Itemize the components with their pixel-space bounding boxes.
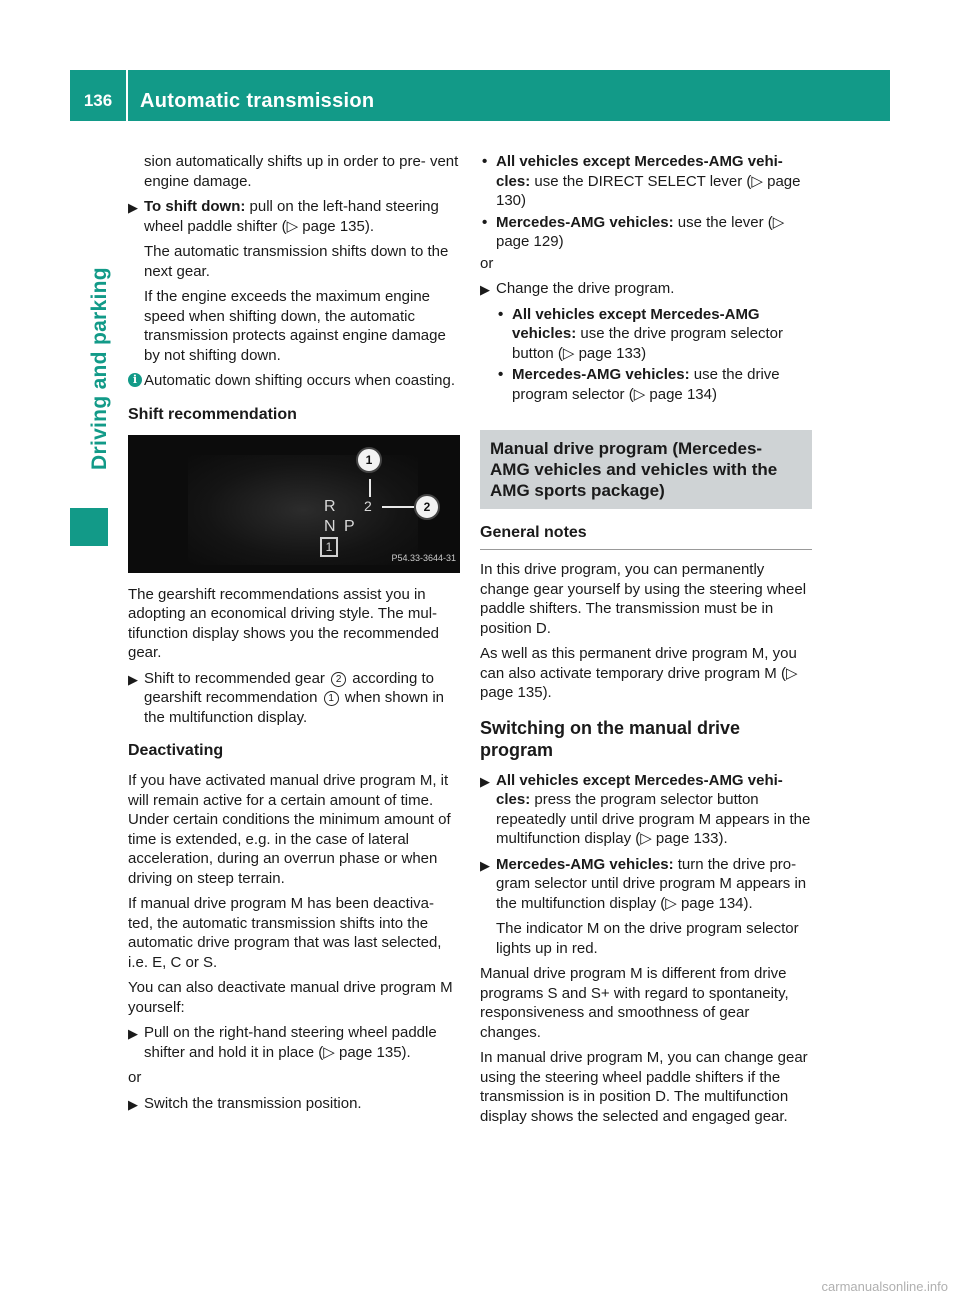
or-separator: or xyxy=(128,1069,142,1086)
paragraph-gearshift: The gearshift recommendations assist you in adopting an economical driving style. The mul- tifunction display shows you the recommended gear. xyxy=(128,585,440,661)
bullet-label: Mercedes-AMG vehicles: xyxy=(496,213,674,231)
step-label: All vehicles except Mercedes-AMG vehi- cles: xyxy=(496,771,783,808)
bullet-text: use the drive program selector (▷ page 134) xyxy=(512,366,780,403)
paragraph-intro: sion automatically shifts up in order to pre- vent engine damage. xyxy=(144,153,459,190)
bullet-label: Mercedes-AMG vehicles: xyxy=(512,366,690,383)
step-switch-position xyxy=(128,1094,460,1114)
heading-deactivating: Deactivating xyxy=(128,742,224,759)
step-switch-non-amg xyxy=(480,771,812,849)
info-note xyxy=(128,371,460,391)
shift-recommendation-figure xyxy=(128,435,460,573)
step-text: press the program selector button repeatedly until drive program M appears in the multifunction display (▷ page 133). xyxy=(496,791,811,847)
bullet-program-button xyxy=(496,305,812,364)
left-column xyxy=(128,152,460,1119)
bullet-dot-icon: • xyxy=(498,305,504,323)
page-number: 136 xyxy=(70,70,128,121)
callout-ref-1: 1 xyxy=(324,691,339,706)
or-separator: or xyxy=(480,254,494,272)
arrow-right-icon: ▶ xyxy=(128,200,138,215)
page-title: Automatic transmission xyxy=(140,90,375,112)
gear-recommended-label: 2 xyxy=(364,497,372,514)
bullet-label: All vehicles except Mercedes-AMG vehi- cles: xyxy=(496,153,783,190)
step-text: Change the drive program. xyxy=(496,280,675,297)
step-label: Mercedes-AMG vehicles: xyxy=(496,855,674,873)
bullet-dot-icon: • xyxy=(498,366,504,383)
info-text: Automatic down shifting occurs when coasting. xyxy=(144,372,455,389)
bullet-dot-icon: • xyxy=(482,213,488,231)
section-tab-marker xyxy=(70,508,108,546)
paragraph-deact-2: If manual drive program M has been deactiva- ted, the automatic transmission shifts into the automatic drive program that was last selected, i.e. E, C or S. xyxy=(128,895,442,971)
step-shift-recommended xyxy=(128,669,460,728)
paragraph-general-1: In this drive program, you can permanently change gear yourself by using the steering wheel paddle shifters. The transmission must be in position D. xyxy=(480,561,807,637)
bullet-program-selector xyxy=(496,365,812,404)
page-header xyxy=(70,70,890,121)
arrow-right-icon: ▶ xyxy=(480,773,490,789)
heading-general-notes: General notes xyxy=(480,523,812,550)
bullet-text: use the drive program selector button (▷ page 133) xyxy=(512,325,783,362)
callout-1: 1 xyxy=(356,447,382,473)
step-text: turn the drive pro- gram selector until drive program M appears in the multifunction display (▷ page 134). xyxy=(496,855,807,912)
step-text: Switch the transmission position. xyxy=(144,1094,362,1112)
step-label: To shift down: xyxy=(144,198,246,215)
gear-n-label: N xyxy=(324,517,336,535)
step-change-program xyxy=(480,279,812,299)
info-icon: i xyxy=(128,373,142,387)
paragraph-deact-3: You can also deactivate manual drive program M yourself: xyxy=(128,979,453,1016)
paragraph-manual-2: In manual drive program M, you can change gear using the steering wheel paddle shifters if the transmission is in position D. The multifunction display shows the selected and engaged gear. xyxy=(480,1049,808,1125)
bullet-direct-select xyxy=(480,152,812,211)
paragraph-indicator: The indicator M on the drive program selector lights up in red. xyxy=(496,920,799,957)
figure-code: P54.33-3644-31 xyxy=(391,553,456,563)
bullet-label: All vehicles except Mercedes-AMG vehicles: xyxy=(512,305,760,342)
callout-ref-2: 2 xyxy=(331,672,346,687)
step-text: Shift to recommended gear xyxy=(144,669,325,687)
current-gear-box: 1 xyxy=(320,537,338,557)
display-glow xyxy=(188,455,418,565)
section-title-box: Manual drive program (Mercedes- AMG vehicles and vehicles with the AMG sports package) xyxy=(480,430,812,509)
paragraph-manual-1: Manual drive program M is different from drive programs S and S+ with regard to spontaneity, responsiveness and smoothness of gear changes. xyxy=(480,965,789,1041)
step-text: pull on the left-hand steering wheel paddle shifter (▷ page 135). xyxy=(144,198,439,235)
step-text: according to gearshift recommendation xyxy=(144,669,434,706)
heading-switching-on: Switching on the manual drive program xyxy=(480,717,741,760)
arrow-right-icon: ▶ xyxy=(480,282,490,297)
callout-2-line xyxy=(382,506,418,508)
paragraph-general-2: As well as this permanent drive program M, you can also activate temporary drive program M (▷ page 135). xyxy=(480,645,798,701)
heading-shift-recommendation: Shift recommendation xyxy=(128,405,297,423)
step-switch-amg xyxy=(480,855,812,914)
bullet-amg-lever xyxy=(480,213,812,252)
right-column xyxy=(480,152,812,1132)
paragraph-shift-down-2: If the engine exceeds the maximum engine speed when shifting down, the automatic transmission protects against engine damage by not shifting down. xyxy=(144,288,446,364)
arrow-right-icon: ▶ xyxy=(128,1026,138,1041)
bullet-dot-icon: • xyxy=(482,153,488,170)
bullet-text: use the lever (▷ page 129) xyxy=(496,213,785,250)
paragraph-shift-down-1: The automatic transmission shifts down to the next gear. xyxy=(144,243,449,280)
arrow-right-icon: ▶ xyxy=(128,671,138,687)
gear-p-label: P xyxy=(344,517,355,535)
arrow-right-icon: ▶ xyxy=(128,1096,138,1112)
watermark: carmanualsonline.info xyxy=(821,1278,948,1294)
gear-r-label: R xyxy=(324,497,336,515)
callout-2: 2 xyxy=(414,494,440,520)
step-text: when shown in the multifunction display. xyxy=(144,689,445,726)
arrow-right-icon: ▶ xyxy=(480,857,490,873)
section-tab-label: Driving and parking xyxy=(88,267,111,470)
step-text: Pull on the right-hand steering wheel paddle shifter and hold it in place (▷ page 135). xyxy=(144,1024,437,1061)
step-shift-down xyxy=(128,197,460,236)
callout-1-line xyxy=(369,479,371,497)
bullet-text: use the DIRECT SELECT lever (▷ page 130) xyxy=(496,172,801,209)
step-pull-paddle xyxy=(128,1023,460,1062)
paragraph-deact-1: If you have activated manual drive program M, it will remain active for a certain amount of time. Under certain conditions the minimum amount of time is extended, e.g. in the case of lateral acceleration, during an overrun phase or when driving on steep terrain. xyxy=(128,772,451,887)
